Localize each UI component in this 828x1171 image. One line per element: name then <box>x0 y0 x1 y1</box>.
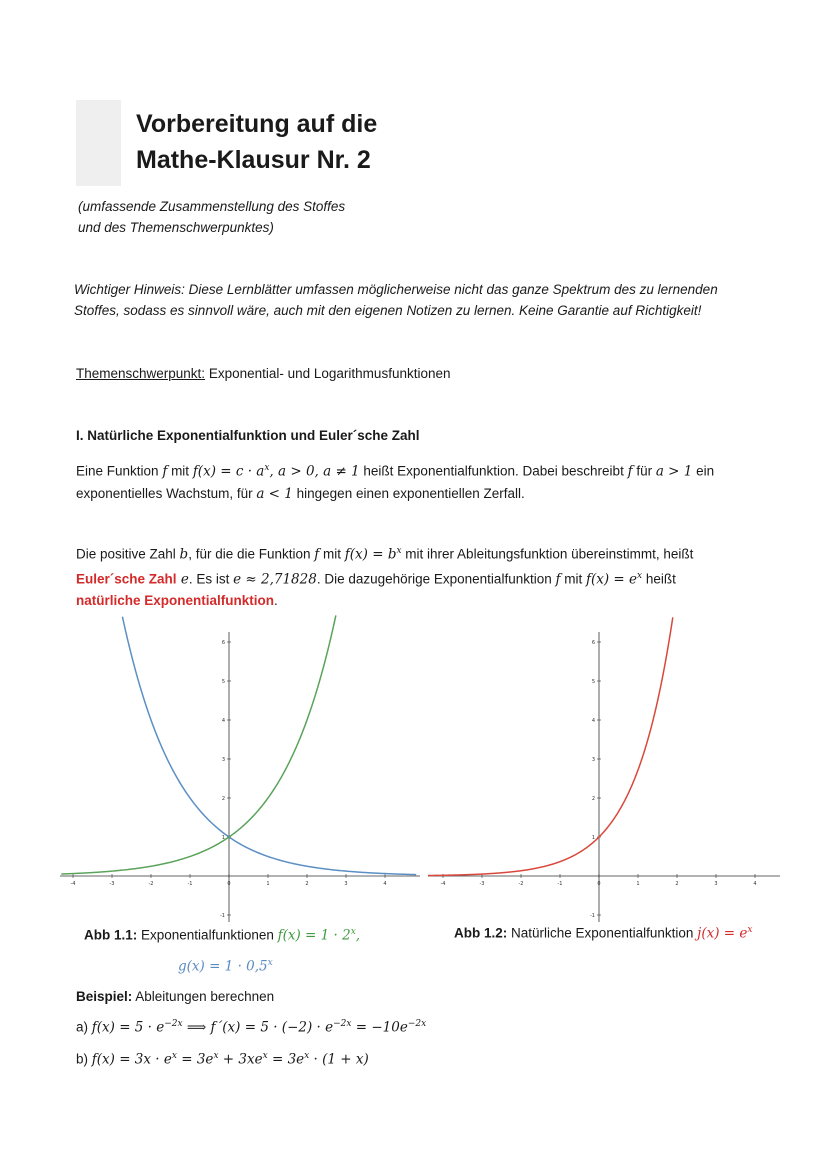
text: . Die dazugehörige Exponentialfunktion <box>316 571 556 586</box>
y-tick-label: 3 <box>591 757 595 763</box>
example-label: Beispiel: <box>76 989 133 1004</box>
figure-1-caption-g <box>178 958 273 975</box>
example-prefix: b) <box>76 1051 92 1067</box>
y-tick-label: 5 <box>221 679 225 685</box>
math-sup: x <box>304 1051 310 1061</box>
subtitle-line-1: (umfassende Zusammenstellung des Stoffes <box>78 199 346 214</box>
caption-text: Exponentialfunktionen <box>137 927 278 943</box>
y-tick-label: 1 <box>591 835 595 841</box>
curve-f <box>61 615 336 874</box>
x-tick-label: 0 <box>597 881 601 887</box>
y-tick-label: 6 <box>221 640 225 646</box>
text: mit <box>167 463 193 479</box>
math-sup: −2x <box>164 1019 183 1029</box>
math-formula: f(x) = b <box>344 546 397 563</box>
caption-formula-j: j(x) = e <box>697 925 748 942</box>
x-tick-label: -3 <box>109 881 115 887</box>
x-tick-label: -4 <box>70 881 76 887</box>
text: heißt <box>642 571 676 586</box>
x-tick-label: 4 <box>383 881 387 887</box>
euler-number-term: Euler´sche Zahl <box>76 571 177 586</box>
subtitle <box>78 196 345 238</box>
y-tick-label: 1 <box>221 835 225 841</box>
x-tick-label: -3 <box>479 881 485 887</box>
graph-exponential-functions <box>60 612 420 922</box>
x-tick-label: -1 <box>557 881 563 887</box>
math: = −10e <box>351 1019 408 1036</box>
math: b <box>179 546 189 563</box>
y-tick-label: 2 <box>591 796 595 802</box>
y-tick-label: 4 <box>591 718 595 724</box>
math-sup: x <box>396 546 402 556</box>
caption-label: Abb 1.2: <box>454 925 508 941</box>
math-sup: x <box>264 463 270 473</box>
math: f(x) = 3x · e <box>91 1051 172 1068</box>
x-tick-label: 3 <box>344 881 348 887</box>
math-approx: e ≈ 2,71828 <box>233 571 317 587</box>
text: . Es ist <box>188 571 234 586</box>
curve-g <box>122 617 416 875</box>
math-formula: f(x) = c · a <box>192 463 265 480</box>
text: ein exponentielles Wachstum, für <box>76 463 715 501</box>
y-tick-label: 4 <box>221 718 225 724</box>
caption-comma: , <box>355 927 361 944</box>
caption-formula-f: f(x) = 1 · 2 <box>277 927 351 944</box>
math-condition: a > 1 <box>655 463 693 480</box>
math-sup: −2x <box>333 1019 352 1029</box>
example-b <box>76 1051 369 1068</box>
x-tick-label: 4 <box>753 881 757 887</box>
x-tick-label: 1 <box>266 881 270 887</box>
text: , für die die Funktion <box>188 546 315 562</box>
math-sup: x <box>171 1051 177 1061</box>
topic-focus <box>76 366 451 381</box>
y-tick-label: -1 <box>220 913 225 919</box>
x-tick-label: -1 <box>187 881 193 887</box>
topic-focus-label: Themenschwerpunkt: <box>76 366 206 381</box>
x-tick-label: 0 <box>227 881 231 887</box>
math: = 3e <box>176 1051 214 1068</box>
y-tick-label: 3 <box>221 757 225 763</box>
math: e <box>176 571 189 587</box>
graph-natural-exponential <box>428 612 780 922</box>
math: · (1 + x) <box>309 1051 369 1068</box>
caption-sup: x <box>747 925 753 935</box>
text: heißt Exponentialfunktion. Dabei beschreibt <box>359 463 628 479</box>
caption-text: Natürliche Exponentialfunktion <box>507 925 698 941</box>
important-notice: Wichtiger Hinweis: Diese Lernblätter umfassen möglicherweise nicht das ganze Spektrum des zu lernenden Stoffes, sodass es sinnvoll wäre, auch mit den eigenen Notizen zu lernen. Keine Garantie auf Richtigkeit! <box>74 282 718 318</box>
x-tick-label: -2 <box>148 881 154 887</box>
subtitle-line-2: und des Themenschwerpunktes) <box>78 220 274 235</box>
figure-2-caption <box>454 925 752 942</box>
natural-exponential-term: natürliche Exponentialfunktion <box>76 593 275 608</box>
y-tick-label: 5 <box>591 679 595 685</box>
math-sup: x <box>262 1051 268 1061</box>
example-text: Ableitungen berechnen <box>132 989 275 1004</box>
math-condition: a < 1 <box>256 485 293 502</box>
math: ⟹ f´(x) = 5 · (−2) · e <box>182 1019 334 1036</box>
math-condition: , a > 0, a ≠ 1 <box>269 463 360 480</box>
title-line-2: Mathe-Klausur Nr. 2 <box>136 146 371 174</box>
example-prefix: a) <box>76 1019 92 1035</box>
y-tick-label: 2 <box>221 796 225 802</box>
text: für <box>632 463 656 479</box>
figure-1-caption <box>84 927 360 944</box>
x-tick-label: 1 <box>636 881 640 887</box>
caption-label: Abb 1.1: <box>84 927 138 943</box>
title-line-1: Vorbereitung auf die <box>136 110 378 138</box>
paragraph-euler-number <box>76 541 776 611</box>
y-tick-label: -1 <box>590 913 595 919</box>
math: f <box>555 571 561 587</box>
math: f <box>627 463 633 480</box>
text: mit <box>319 546 345 562</box>
math: f(x) = 5 · e <box>91 1019 165 1036</box>
x-tick-label: 2 <box>305 881 309 887</box>
section-heading: I. Natürliche Exponentialfunktion und Euler´sche Zahl <box>76 428 420 443</box>
math-formula: f(x) = e <box>585 571 638 587</box>
topic-focus-value: Exponential- und Logarithmusfunktionen <box>208 366 451 381</box>
math-sup: x <box>213 1051 219 1061</box>
math: f <box>314 546 320 563</box>
math: f <box>162 463 168 480</box>
x-tick-label: 3 <box>714 881 718 887</box>
x-tick-label: 2 <box>675 881 679 887</box>
text: Die positive Zahl <box>76 546 180 562</box>
math-sup: −2x <box>407 1019 427 1029</box>
math-sup: x <box>637 570 643 581</box>
math: + 3xe <box>218 1051 263 1068</box>
example-heading <box>76 989 274 1004</box>
text: mit ihrer Ableitungsfunktion übereinstimmt, heißt <box>401 546 694 562</box>
example-a <box>76 1019 426 1036</box>
math: = 3e <box>267 1051 305 1068</box>
y-tick-label: 6 <box>591 640 595 646</box>
text: mit <box>560 571 586 586</box>
text: Eine Funktion <box>76 463 163 479</box>
page-title <box>136 106 377 178</box>
caption-formula-g: g(x) = 1 · 0,5 <box>178 958 268 975</box>
curve-j <box>428 617 673 875</box>
title-accent-block <box>76 100 121 186</box>
x-tick-label: -4 <box>440 881 446 887</box>
paragraph-exponential-definition <box>76 458 776 505</box>
caption-sup: x <box>350 927 356 937</box>
caption-sup: x <box>267 958 273 968</box>
text: hingegen einen exponentiellen Zerfall. <box>292 485 525 501</box>
text: . <box>274 593 278 608</box>
x-tick-label: -2 <box>518 881 524 887</box>
